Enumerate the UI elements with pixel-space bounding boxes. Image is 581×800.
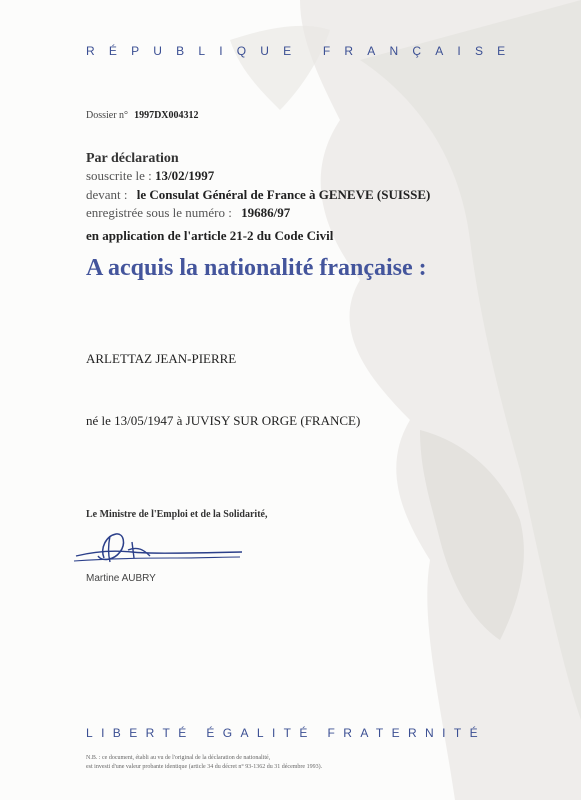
minister-title: Le Ministre de l'Emploi et de la Solidarité,	[86, 509, 268, 520]
signer-name: Martine AUBRY	[86, 573, 156, 584]
legal-note-line-1: N.B. : ce document, établi au vu de l'original de la déclaration de nationalité,	[86, 755, 271, 761]
registered-label: enregistrée sous le numéro :	[86, 205, 232, 220]
registered-number: 19686/97	[241, 205, 291, 220]
legal-note	[86, 754, 386, 772]
article-line: en application de l'article 21-2 du Code Civil	[86, 228, 334, 243]
republique-francaise-header: RÉPUBLIQUE FRANÇAISE	[86, 44, 520, 58]
dossier-line	[86, 110, 199, 121]
legal-note-line-2: est investi d'une valeur probante identique (article 34 du décret n° 93-1362 du 31 décembre 1993).	[86, 764, 323, 770]
before-line	[86, 187, 430, 203]
before-label: devant :	[86, 187, 128, 202]
declaration-heading: Par déclaration	[86, 151, 179, 166]
handwritten-signature	[72, 528, 247, 576]
dossier-number: 1997DX004312	[134, 110, 199, 121]
signed-date: 13/02/1997	[154, 168, 215, 183]
birth-line: né le 13/05/1947 à JUVISY SUR ORGE (FRANCE)	[86, 413, 361, 428]
signed-label: souscrite le :	[86, 168, 152, 183]
nationality-headline: A acquis la nationalité française :	[86, 255, 427, 281]
signed-line	[86, 168, 214, 184]
person-name: ARLETTAZ JEAN-PIERRE	[86, 351, 237, 366]
registered-line	[86, 205, 290, 221]
motto-footer: LIBERTÉ ÉGALITÉ FRATERNITÉ	[86, 726, 486, 740]
before-value: le Consulat Général de France à GENEVE (SUISSE)	[136, 187, 431, 202]
dossier-label: Dossier n°	[86, 110, 129, 121]
